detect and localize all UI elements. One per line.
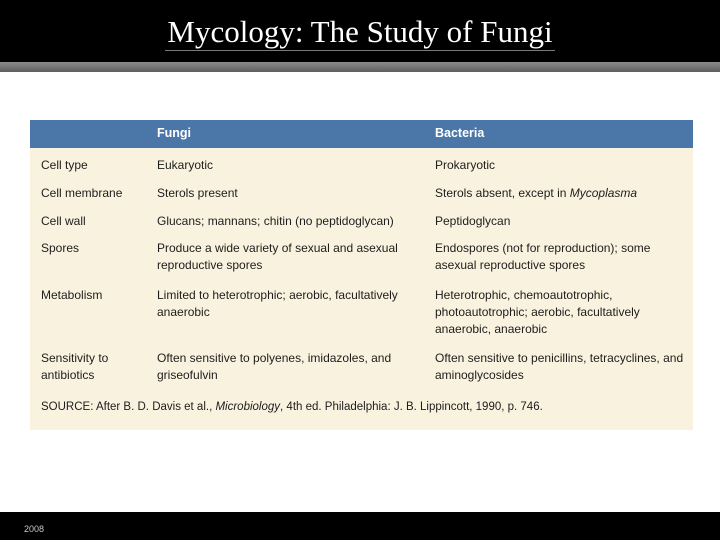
row-label: Spores	[41, 241, 80, 255]
bacteria-cell: Prokaryotic	[435, 158, 496, 172]
bacteria-cell-text: Sterols absent, except in	[435, 186, 570, 200]
table-header-row	[30, 120, 693, 148]
fungi-cell: Produce a wide variety of sexual and asexual reproductive spores	[157, 241, 398, 272]
table-source	[41, 401, 543, 413]
source-prefix: SOURCE: After B. D. Davis et al.,	[41, 401, 216, 413]
fungi-cell: Eukaryotic	[157, 158, 214, 172]
bacteria-cell: Heterotrophic, chemoautotrophic, photoautotrophic; aerobic, facultatively anaerobic, anaerobic	[435, 288, 640, 336]
row-label: Metabolism	[41, 288, 103, 302]
fungi-cell: Glucans; mannans; chitin (no peptidoglycan)	[157, 214, 394, 228]
title-bar	[0, 0, 720, 62]
fungi-cell: Often sensitive to polyenes, imidazoles, and griseofulvin	[157, 351, 392, 382]
footer-year: 2008	[24, 524, 45, 534]
bacteria-cell: Endospores (not for reproduction); some asexual reproductive spores	[435, 241, 651, 272]
fungi-cell: Limited to heterotrophic; aerobic, facultatively anaerobic	[157, 288, 398, 319]
bacteria-cell: Often sensitive to penicillins, tetracyclines, and aminoglycosides	[435, 351, 684, 382]
header-fungi: Fungi	[157, 126, 192, 140]
source-suffix: , 4th ed. Philadelphia: J. B. Lippincott, 1990, p. 746.	[280, 401, 543, 413]
title-divider	[0, 62, 720, 72]
slide-title: Mycology: The Study of Fungi	[167, 14, 553, 49]
footer-bar	[0, 512, 720, 540]
row-label: Cell wall	[41, 214, 86, 228]
fungi-cell: Sterols present	[157, 186, 238, 200]
row-label: Sensitivity to antibiotics	[41, 351, 109, 382]
source-journal: Microbiology	[215, 401, 281, 413]
comparison-table	[30, 120, 693, 430]
bacteria-cell: Peptidoglycan	[435, 214, 511, 228]
genus-name: Mycoplasma	[569, 186, 638, 200]
row-label: Cell type	[41, 158, 88, 172]
bacteria-cell	[435, 185, 685, 202]
row-label: Cell membrane	[41, 186, 123, 200]
header-bacteria: Bacteria	[435, 126, 485, 140]
